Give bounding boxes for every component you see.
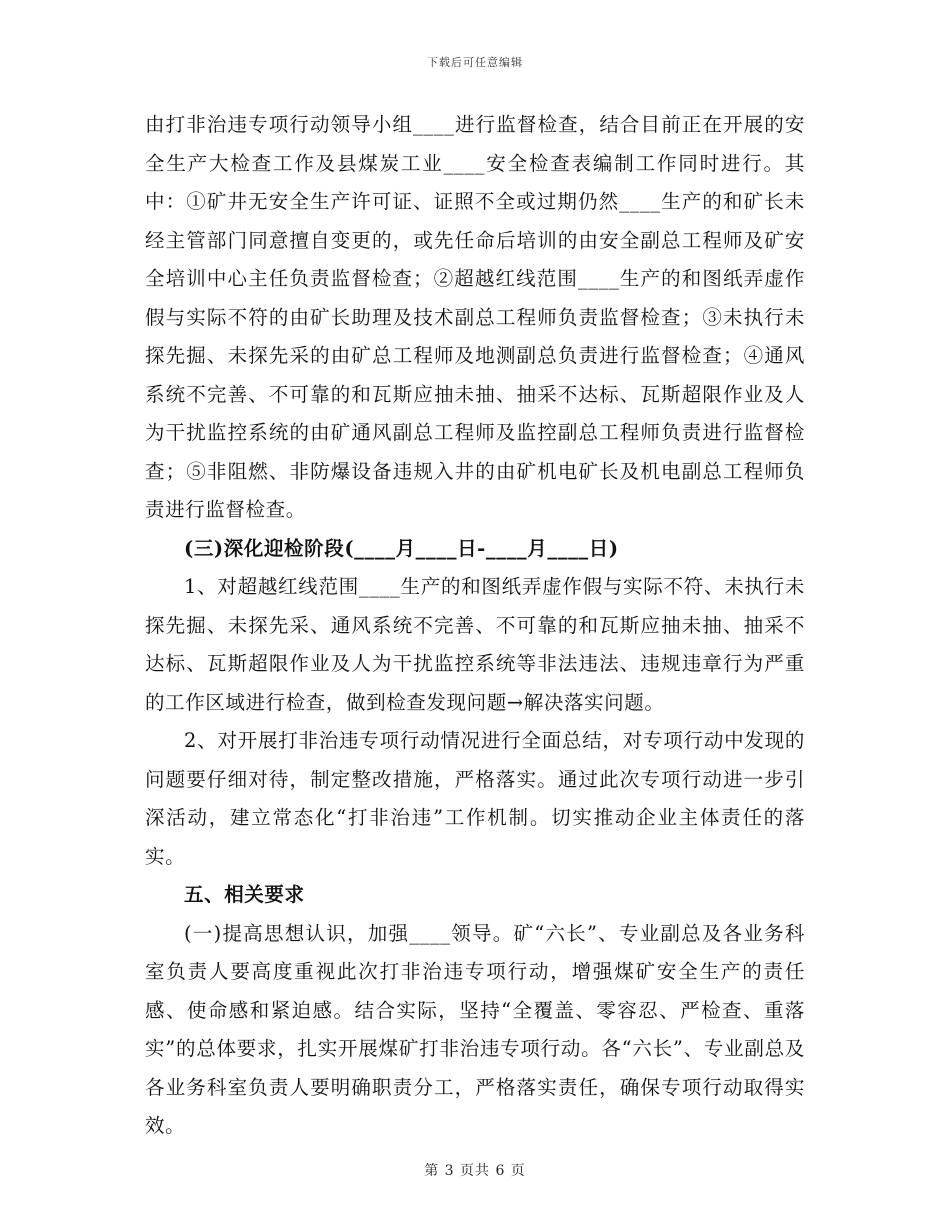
- paragraph-requirement-1: (一)提高思想认识，加强____领导。矿“六长”、专业副总及各业务科室负责人要高度重视此次打非治违专项行动，增强煤矿安全生产的责任感、使命感和紧迫感。结合实际，坚持“全覆盖、零容忍、严检查、重落实”的总体要求，扎实开展煤矿打非治违专项行动。各“六长”、专业副总及各业务科室负责人要明确职责分工，严格落实责任，确保专项行动取得实效。: [145, 921, 805, 1137]
- paragraph-supervision: 由打非治违专项行动领导小组____进行监督检查，结合目前正在开展的安全生产大检查工作及县煤炭工业____安全检查表编制工作同时进行。其中：①矿井无安全生产许可证、证照不全或过期仍然____生产的和矿长未经主管部门同意擅自变更的，或先任命后培训的由安全副总工程师及矿安全培训中心主任负责监督检查；②超越红线范围____生产的和图纸弄虚作假与实际不符的由矿长助理及技术副总工程师负责监督检查；③未执行未探先掘、未探先采的由矿总工程师及地测副总负责进行监督检查；④通风系统不完善、不可靠的和瓦斯应抽未抽、抽采不达标、瓦斯超限作业及人为干扰监控系统的由矿通风副总工程师及监控副总工程师负责进行监督检查；⑤非阻燃、非防爆设备违规入井的由矿机电矿长及机电副总工程师负责进行监督检查。: [145, 113, 805, 521]
- page-footer: 第 3 页共 6 页: [424, 1163, 526, 1179]
- paragraph-item-2: 2、对开展打非治违专项行动情况进行全面总结，对专项行动中发现的问题要仔细对待，制定整改措施，严格落实。通过此次专项行动进一步引深活动，建立常态化“打非治违”工作机制。切实推动企业主体责任的落实。: [145, 729, 805, 868]
- document-body: [145, 106, 805, 1146]
- section-heading-inspection-stage: (三)深化迎检阶段(____月____日-____月____日): [184, 536, 619, 560]
- section-heading-requirements: 五、相关要求: [184, 883, 305, 906]
- page-header: 下载后可任意编辑: [427, 56, 523, 69]
- paragraph-item-1: 1、对超越红线范围____生产的和图纸弄虚作假与实际不符、未执行未探先掘、未探先采、通风系统不完善、不可靠的和瓦斯应抽未抽、抽采不达标、瓦斯超限作业及人为干扰监控系统等非法违法、违规违章行为严重的工作区域进行检查，做到检查发现问题→解决落实问题。: [145, 575, 805, 714]
